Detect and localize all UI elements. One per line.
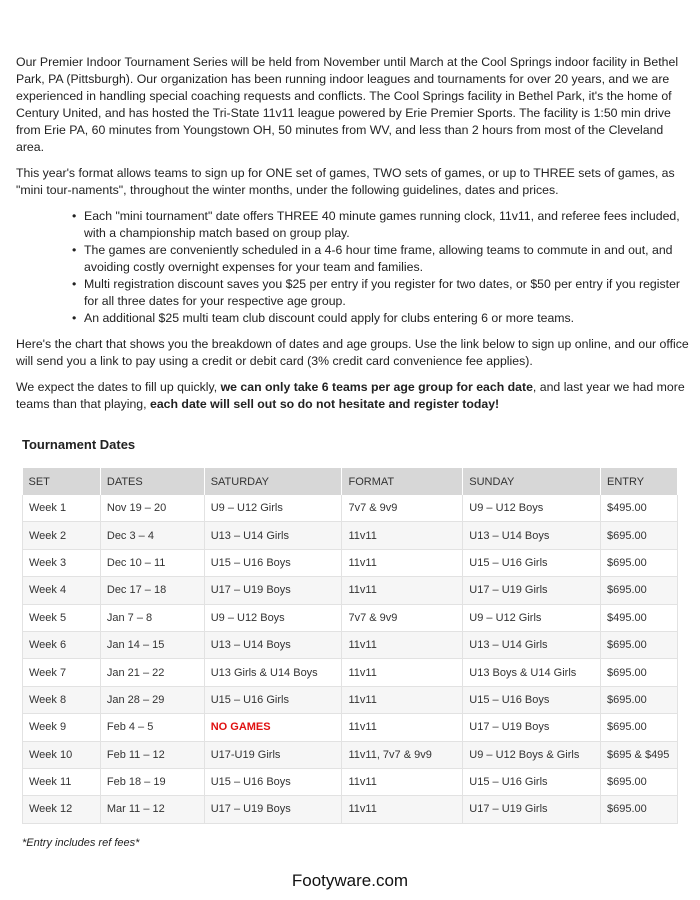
table-row	[23, 549, 678, 576]
cell-dates: Dec 10 – 11	[100, 549, 204, 576]
cell-saturday: U15 – U16 Girls	[204, 686, 342, 713]
cell-format: 11v11	[342, 768, 463, 795]
table-row	[23, 741, 678, 768]
cell-sunday: U9 – U12 Boys	[463, 495, 601, 522]
cell-set: Week 8	[23, 686, 101, 713]
para4-bold-1: we can only take 6 teams per age group for each date	[220, 380, 533, 394]
cell-entry: $695.00	[601, 686, 678, 713]
para4-text-start: We expect the dates to fill up quickly,	[16, 380, 221, 394]
cell-saturday: U15 – U16 Boys	[204, 549, 342, 576]
cell-sunday: U15 – U16 Girls	[463, 768, 601, 795]
column-header-format: FORMAT	[342, 468, 463, 495]
intro-paragraph-2: This year's format allows teams to sign up for ONE set of games, TWO sets of games, or up to THREE sets of games, as "mini tour-naments", throughout the winter months, under the following guidelines, dates and prices.	[16, 166, 675, 197]
table-row	[23, 604, 678, 631]
column-header-dates: DATES	[100, 468, 204, 495]
cell-entry: $695.00	[601, 796, 678, 823]
cell-sunday: U13 – U14 Girls	[463, 631, 601, 658]
cell-format: 7v7 & 9v9	[342, 495, 463, 522]
cell-entry: $695.00	[601, 659, 678, 686]
cell-dates: Dec 3 – 4	[100, 522, 204, 549]
cell-dates: Feb 11 – 12	[100, 741, 204, 768]
cell-dates: Dec 17 – 18	[100, 577, 204, 604]
cell-format: 11v11, 7v7 & 9v9	[342, 741, 463, 768]
cell-saturday: U17 – U19 Boys	[204, 577, 342, 604]
list-item: • The games are conveniently scheduled in a 4-6 hour time frame, allowing teams to commute in and out, and avoiding costly overnight expenses for your team and families.	[84, 242, 692, 276]
cell-dates: Jan 21 – 22	[100, 659, 204, 686]
cell-sunday: U13 – U14 Boys	[463, 522, 601, 549]
cell-sunday: U13 Boys & U14 Girls	[463, 659, 601, 686]
cell-entry: $495.00	[601, 495, 678, 522]
cell-format: 11v11	[342, 549, 463, 576]
cell-format: 11v11	[342, 686, 463, 713]
list-item: • Each "mini tournament" date offers THREE 40 minute games running clock, 11v11, and referee fees included, with a championship match based on group play.	[84, 208, 692, 242]
cell-sunday: U17 – U19 Girls	[463, 796, 601, 823]
brand-logo-text: Footyware.com	[291, 871, 409, 890]
cell-format: 11v11	[342, 631, 463, 658]
cell-format: 11v11	[342, 796, 463, 823]
column-header-set: SET	[23, 468, 101, 495]
cell-format: 11v11	[342, 714, 463, 741]
column-header-entry: ENTRY	[601, 468, 678, 495]
table-row	[23, 659, 678, 686]
cell-entry: $695.00	[601, 768, 678, 795]
table-row	[23, 714, 678, 741]
cell-set: Week 3	[23, 549, 101, 576]
cell-set: Week 12	[23, 796, 101, 823]
cell-sunday: U9 – U12 Boys & Girls	[463, 741, 601, 768]
cell-saturday: U15 – U16 Boys	[204, 768, 342, 795]
table-row	[23, 796, 678, 823]
cell-set: Week 2	[23, 522, 101, 549]
intro-paragraph-4	[16, 379, 692, 413]
cell-entry: $695.00	[601, 522, 678, 549]
intro-content	[16, 54, 692, 413]
table-row	[23, 686, 678, 713]
table-body	[23, 495, 678, 823]
cell-dates: Mar 11 – 12	[100, 796, 204, 823]
table-row	[23, 522, 678, 549]
cell-dates: Nov 19 – 20	[100, 495, 204, 522]
table-row	[23, 631, 678, 658]
guidelines-list	[16, 208, 692, 327]
table-row	[23, 577, 678, 604]
table-header-row	[23, 468, 678, 495]
cell-entry: $695.00	[601, 631, 678, 658]
cell-set: Week 11	[23, 768, 101, 795]
cell-set: Week 1	[23, 495, 101, 522]
cell-format: 11v11	[342, 659, 463, 686]
cell-sunday: U17 – U19 Boys	[463, 714, 601, 741]
cell-dates: Feb 4 – 5	[100, 714, 204, 741]
cell-saturday: U17 – U19 Boys	[204, 796, 342, 823]
cell-dates: Jan 14 – 15	[100, 631, 204, 658]
cell-saturday: U9 – U12 Girls	[204, 495, 342, 522]
cell-dates: Feb 18 – 19	[100, 768, 204, 795]
cell-set: Week 6	[23, 631, 101, 658]
cell-format: 11v11	[342, 577, 463, 604]
cell-sunday: U15 – U16 Girls	[463, 549, 601, 576]
list-item: • Multi registration discount saves you $25 per entry if you register for two dates, or $50 per entry if you register for all three dates for your respective age group.	[84, 276, 692, 310]
cell-sunday: U9 – U12 Girls	[463, 604, 601, 631]
cell-sunday: U15 – U16 Boys	[463, 686, 601, 713]
cell-saturday: U13 – U14 Girls	[204, 522, 342, 549]
cell-entry: $695.00	[601, 549, 678, 576]
table-row	[23, 768, 678, 795]
list-item: • An additional $25 multi team club discount could apply for clubs entering 6 or more teams.	[84, 310, 692, 327]
intro-paragraph-1: Our Premier Indoor Tournament Series will be held from November until March at the Cool Springs indoor facility in Bethel Park, PA (Pittsburgh). Our organization has been running indoor leagues and tournaments for over 20 years, and we are experienced in handling special coaching requests and conflicts. The Cool Springs facility in Bethel Park, it's the home of Century United, and has hosted the Tri-State 11v11 league powered by Erie Premier Sports. The facility is 1:50 min drive from Erie PA, 60 minutes from Youngstown OH, 50 minutes from WV, and less than 2 hours from most of the Cleveland area.	[16, 55, 679, 154]
cell-format: 7v7 & 9v9	[342, 604, 463, 631]
cell-set: Week 4	[23, 577, 101, 604]
column-header-sunday: SUNDAY	[463, 468, 601, 495]
cell-saturday: U13 – U14 Boys	[204, 631, 342, 658]
table-row	[23, 495, 678, 522]
intro-paragraph-3: Here's the chart that shows you the breakdown of dates and age groups. Use the link below to sign up online, and our office will send you a link to pay using a credit or debit card (3% credit card convenience fee applies).	[16, 337, 689, 368]
tournament-dates-table	[22, 468, 678, 824]
para4-text-middle: , and last year we had more teams than that playing,	[16, 380, 685, 411]
cell-saturday: U13 Girls & U14 Boys	[204, 659, 342, 686]
column-header-saturday: SATURDAY	[204, 468, 342, 495]
cell-format: 11v11	[342, 522, 463, 549]
cell-saturday: U17-U19 Girls	[204, 741, 342, 768]
cell-saturday: NO GAMES	[204, 714, 342, 741]
cell-entry: $695 & $495	[601, 741, 678, 768]
cell-set: Week 5	[23, 604, 101, 631]
entry-footnote: *Entry includes ref fees*	[22, 837, 140, 849]
cell-set: Week 7	[23, 659, 101, 686]
cell-sunday: U17 – U19 Girls	[463, 577, 601, 604]
cell-entry: $495.00	[601, 604, 678, 631]
para4-bold-2: each date will sell out so do not hesitate and register today!	[149, 397, 500, 411]
cell-entry: $695.00	[601, 577, 678, 604]
tournament-dates-heading: Tournament Dates	[22, 437, 136, 452]
cell-set: Week 10	[23, 741, 101, 768]
cell-entry: $695.00	[601, 714, 678, 741]
cell-dates: Jan 28 – 29	[100, 686, 204, 713]
cell-dates: Jan 7 – 8	[100, 604, 204, 631]
cell-set: Week 9	[23, 714, 101, 741]
cell-saturday: U9 – U12 Boys	[204, 604, 342, 631]
